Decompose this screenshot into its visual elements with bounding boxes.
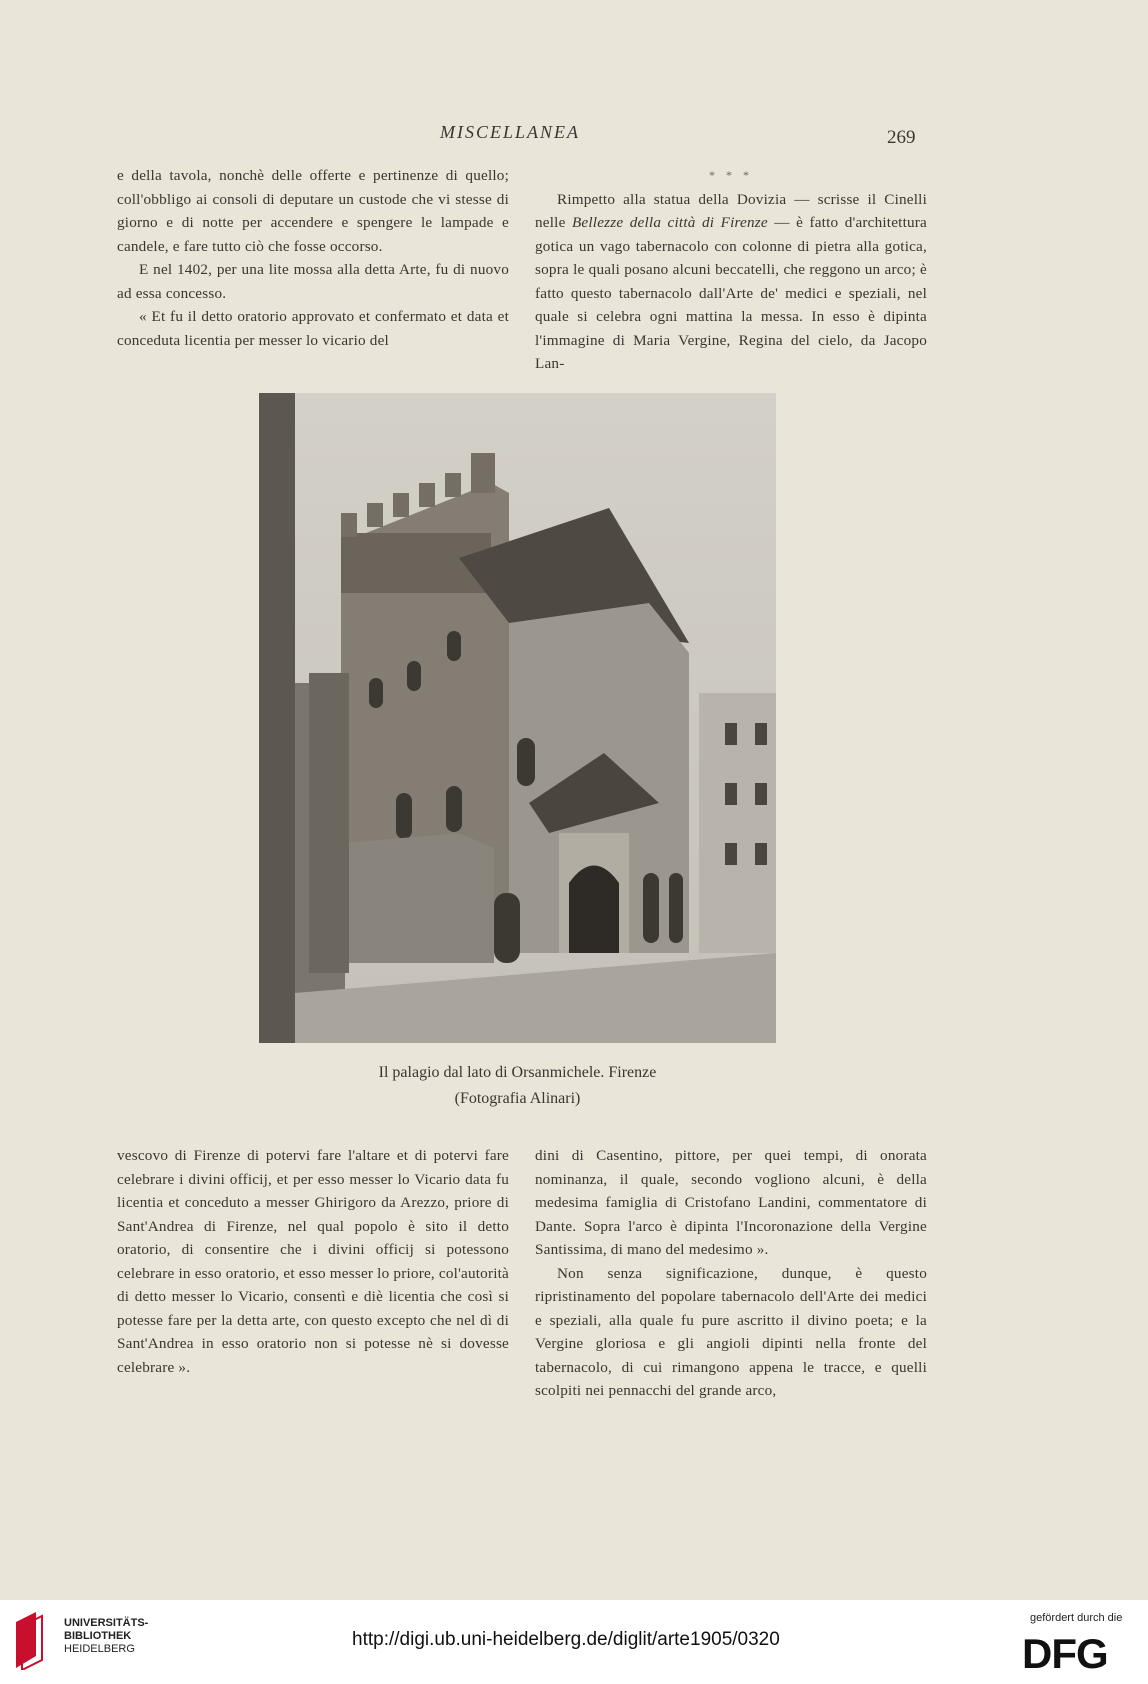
right-column-bottom [535, 1144, 927, 1403]
paragraph: E nel 1402, per una lite mossa alla detta Arte, fu di nuovo ad essa concesso. [117, 261, 509, 302]
palagio-photo-illustration [259, 393, 776, 1043]
running-title: MISCELLANEA [440, 122, 581, 142]
library-name [64, 1617, 148, 1656]
library-name-line: HEIDELBERG [64, 1643, 135, 1655]
university-library-logo-icon [12, 1612, 56, 1670]
paragraph: dini di Casentino, pittore, per quei tempi, di onorata nominanza, il quale, secondo vogliono alcuni, è della medesima famiglia di Cristofano Landini, commentatore di Dante. Sopra l'arco è dipinta l'Incoronazione della Vergine Santissima, di mano del medesimo ». [535, 1147, 927, 1258]
paragraph: « Et fu il detto oratorio approvato et confermato et data et conceduta licentia per messer lo vicario del [117, 308, 509, 349]
funding-label: gefördert durch die [1030, 1612, 1123, 1624]
paragraph: e della tavola, nonchè delle offerte e pertinenze di quello; coll'obbligo ai consoli di deputare un custode che vi stesse di giorno e di notte per accendere e spengere le lampade e candele, e fare tutto ciò che fosse occorso. [117, 167, 509, 255]
caption-credit: (Fotografia Alinari) [454, 1090, 581, 1107]
left-column-bottom [117, 1144, 509, 1379]
page-number: 269 [887, 127, 916, 148]
library-name-line: BIBLIOTHEK [64, 1630, 132, 1642]
library-name-line: UNIVERSITÄTS- [64, 1617, 149, 1629]
viewer-footer [0, 1600, 1148, 1684]
right-column-top [535, 164, 927, 376]
text-run: Rimpetto alla statua della Dovizia — scrisse il Cinelli nelle [535, 190, 927, 231]
dfg-logo: DFG [1022, 1630, 1108, 1677]
paragraph: Non senza significazione, dunque, è questo ripristinamento del popolare tabernacolo dell'Arte dei medici e speziali, alla quale fu pure ascritto il divino poeta; e la Vergine gloriosa e gli angioli dipinti nella fronte del tabernacolo, di cui rimangono appena le tracce, e quelli scolpiti nei pennacchi del grande arco, [535, 1264, 927, 1399]
paragraph [535, 188, 927, 376]
book-title: Bellezze della città di Firenze [571, 214, 768, 231]
permalink-url[interactable]: http://digi.ub.uni-heidelberg.de/diglit/arte1905/0320 [352, 1629, 780, 1650]
caption-title: Il palagio dal lato di Orsanmichele. Firenze [378, 1064, 657, 1081]
text-run: — è fatto d'architettura gotica un vago tabernacolo con colonne di pietra alla gotica, sopra le quali posano alcuni beccatelli, che reggono un arco; è fatto questo tabernacolo dall'Arte de' medici e speziali, nel quale si celebra ogni mattina la messa. In esso è dipinta l'immagine di Maria Vergine, Regina del cielo, da Jacopo Lan- [535, 214, 927, 372]
building-photograph [259, 393, 776, 1043]
figure-caption [259, 1060, 776, 1112]
paragraph: vescovo di Firenze di potervi fare l'altare et di potervi fare celebrare i divini officij, et per esso messer lo Vicario data fu licentia et conceduto a messer Ghirigoro da Arezzo, priore di Sant'Andrea di Firenze, nel qual popolo è sito il detto oratorio, di consentire che i divini officij si potessono celebrare in esso oratorio, et esso messer lo priore, col'autorità di detto messer lo Vicario, consentì e diè licentia che così si potesse fare per la detta arte, con questo excepto che nel dì di Sant'Andrea in esso oratorio non si potesse nè si dovesse celebrare ». [117, 1147, 509, 1376]
section-asterism: * * * [709, 168, 753, 182]
left-column-top [117, 164, 509, 352]
